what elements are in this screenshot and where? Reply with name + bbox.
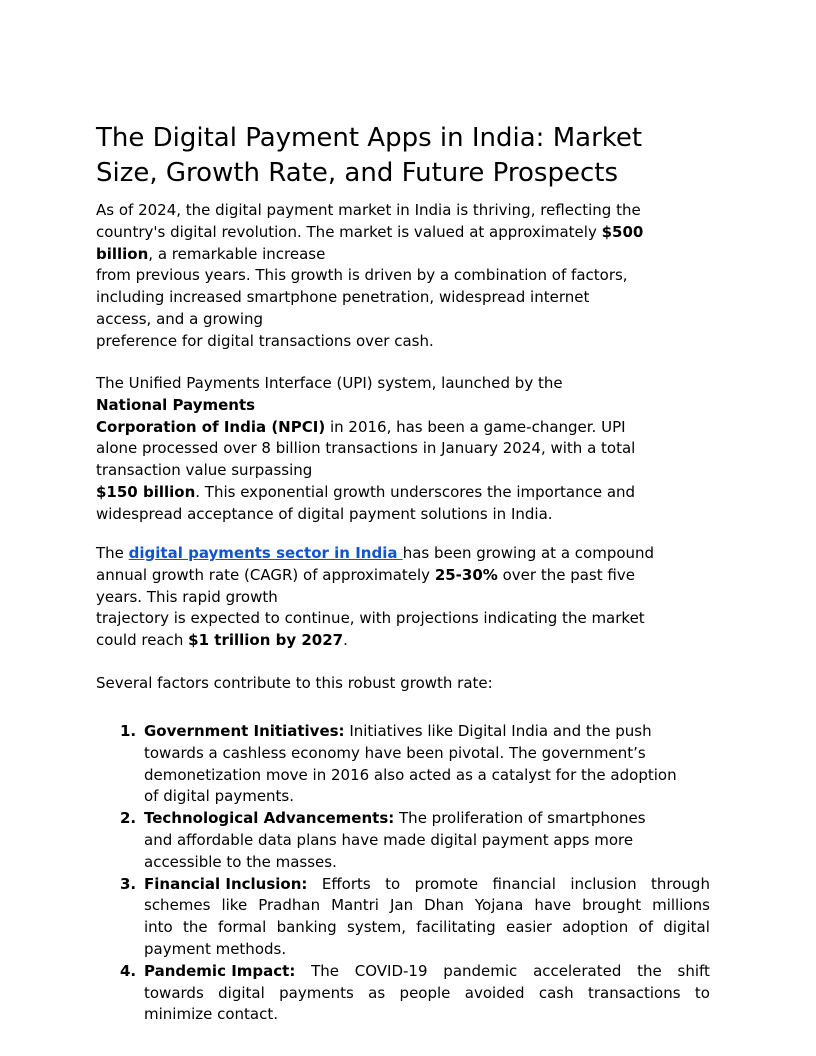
text-line <box>96 565 716 587</box>
text-run: . <box>343 631 348 650</box>
paragraph-factors-intro <box>96 673 716 695</box>
text-line: and affordable data plans have made digital payment apps more <box>144 830 634 849</box>
word: accelerated <box>533 961 622 980</box>
text-run: Initiatives like Digital India and the push <box>344 722 652 740</box>
text-line: trajectory is expected to continue, with projections indicating the market <box>96 609 645 628</box>
word: as <box>368 983 386 1002</box>
word: schemes <box>144 896 211 915</box>
list-item <box>96 721 710 808</box>
text-line: access, and a growing <box>96 309 264 328</box>
bold-text: $500 <box>601 222 644 241</box>
list-item-heading: Government Initiatives: <box>144 722 345 740</box>
text-line: transaction value surpassing <box>96 461 313 480</box>
text-line: of digital payments. <box>144 787 295 806</box>
justified-line <box>144 961 710 983</box>
text-run: in 2016, has been a game-changer. UPI <box>325 417 626 436</box>
word: facilitating <box>416 918 496 937</box>
title-line: The Digital Payment Apps in India: Market <box>96 123 643 153</box>
word: people <box>399 983 451 1002</box>
text-line <box>144 721 710 743</box>
text-line <box>96 417 716 439</box>
word: Mantri <box>331 896 379 915</box>
digital-payments-link[interactable]: digital payments sector in India <box>128 544 403 562</box>
word: payments <box>279 983 354 1002</box>
bold-text: 25-30% <box>434 565 498 584</box>
text-run: country's digital revolution. The market is valued at approximately <box>96 222 602 241</box>
text-run: , a remarkable increase <box>148 244 326 263</box>
list-item-heading: Financial Inclusion: <box>144 874 308 893</box>
text-line: preference for digital transactions over cash. <box>96 331 434 350</box>
word: towards <box>144 983 204 1002</box>
word: Pradhan <box>258 896 321 915</box>
word: have <box>534 896 572 915</box>
text-line: including increased smartphone penetration, widespread internet <box>96 288 590 307</box>
text-run: annual growth rate (CAGR) of approximately <box>96 565 435 584</box>
word: into <box>144 918 173 937</box>
word: through <box>651 874 710 893</box>
justified-line <box>144 895 710 917</box>
text-line <box>144 808 710 830</box>
paragraph-market-size <box>96 200 716 353</box>
text-line: Several factors contribute to this robust growth rate: <box>96 674 493 692</box>
text-line: from previous years. This growth is driven by a combination of factors, <box>96 266 628 285</box>
word: banking <box>276 918 337 937</box>
text-line: towards a cashless economy have been pivotal. The government’s <box>144 743 646 762</box>
text-line: The Unified Payments Interface (UPI) system, launched by the <box>96 374 563 392</box>
list-item <box>96 808 710 873</box>
text-line: payment methods. <box>144 939 287 958</box>
word: The <box>311 961 339 980</box>
text-line <box>96 244 716 266</box>
text-line: As of 2024, the digital payment market in India is thriving, reflecting the <box>96 201 641 219</box>
word: shift <box>677 961 710 980</box>
word: of <box>638 918 653 937</box>
text-line <box>96 222 716 244</box>
justified-line <box>144 983 710 1005</box>
text-line <box>96 630 716 652</box>
word: avoided <box>464 983 525 1002</box>
page-title <box>96 121 736 191</box>
text-run: The proliferation of smartphones <box>394 809 646 828</box>
text-line: minimize contact. <box>144 1005 279 1024</box>
word: the <box>183 918 208 937</box>
word: system, <box>347 918 406 937</box>
list-number: 3. <box>120 874 137 893</box>
list-number: 1. <box>120 722 137 740</box>
bold-text: billion <box>96 244 149 263</box>
bold-text: National Payments <box>96 395 256 414</box>
word: digital <box>663 918 710 937</box>
word: Efforts <box>321 874 371 893</box>
text-line <box>96 543 716 565</box>
paragraph-upi <box>96 373 716 526</box>
word: promote <box>414 874 479 893</box>
word: transactions <box>587 983 681 1002</box>
text-line: accessible to the masses. <box>144 852 337 871</box>
list-number: 2. <box>120 809 137 828</box>
word: financial <box>492 874 556 893</box>
word: COVID-19 <box>354 961 428 980</box>
text-line: widespread acceptance of digital payment solutions in India. <box>96 504 553 523</box>
word: brought <box>582 896 642 915</box>
text-run: could reach <box>96 631 189 650</box>
justified-line <box>144 874 710 896</box>
list-item-heading: Pandemic Impact: <box>144 961 296 980</box>
word: adoption <box>562 918 629 937</box>
word: formal <box>217 918 267 937</box>
word: millions <box>652 896 710 915</box>
text-line <box>96 482 716 504</box>
word: pandemic <box>443 961 518 980</box>
text-run: has been growing at a compound <box>402 544 655 562</box>
growth-factors-list <box>96 721 710 1026</box>
word: inclusion <box>570 874 637 893</box>
text-run: The <box>96 544 129 562</box>
text-line: alone processed over 8 billion transactions in January 2024, with a total <box>96 439 636 458</box>
bold-text: Corporation of India (NPCI) <box>96 417 326 436</box>
justified-line <box>144 917 710 939</box>
word: easier <box>505 918 552 937</box>
text-run: over the past five <box>497 565 635 584</box>
word: to <box>385 874 401 893</box>
paragraph-growth-rate <box>96 543 716 652</box>
word: to <box>694 983 710 1002</box>
word: like <box>221 896 248 915</box>
word: Yojana <box>474 896 524 915</box>
list-item-heading: Technological Advancements: <box>144 809 395 828</box>
word: cash <box>538 983 574 1002</box>
text-line: demonetization move in 2016 also acted as a catalyst for the adoption <box>144 765 677 784</box>
word: the <box>637 961 662 980</box>
title-line: Size, Growth Rate, and Future Prospects <box>96 158 618 188</box>
text-line <box>96 395 716 417</box>
bold-text: $1 trillion by 2027 <box>188 631 344 650</box>
list-item <box>96 874 710 961</box>
list-item <box>96 961 710 1026</box>
text-run: . This exponential growth underscores the importance and <box>195 482 636 501</box>
word: Dhan <box>424 896 464 915</box>
word: digital <box>218 983 265 1002</box>
bold-text: $150 billion <box>96 482 196 501</box>
list-number: 4. <box>120 961 137 980</box>
word: Jan <box>389 896 414 915</box>
text-line: years. This rapid growth <box>96 587 278 606</box>
